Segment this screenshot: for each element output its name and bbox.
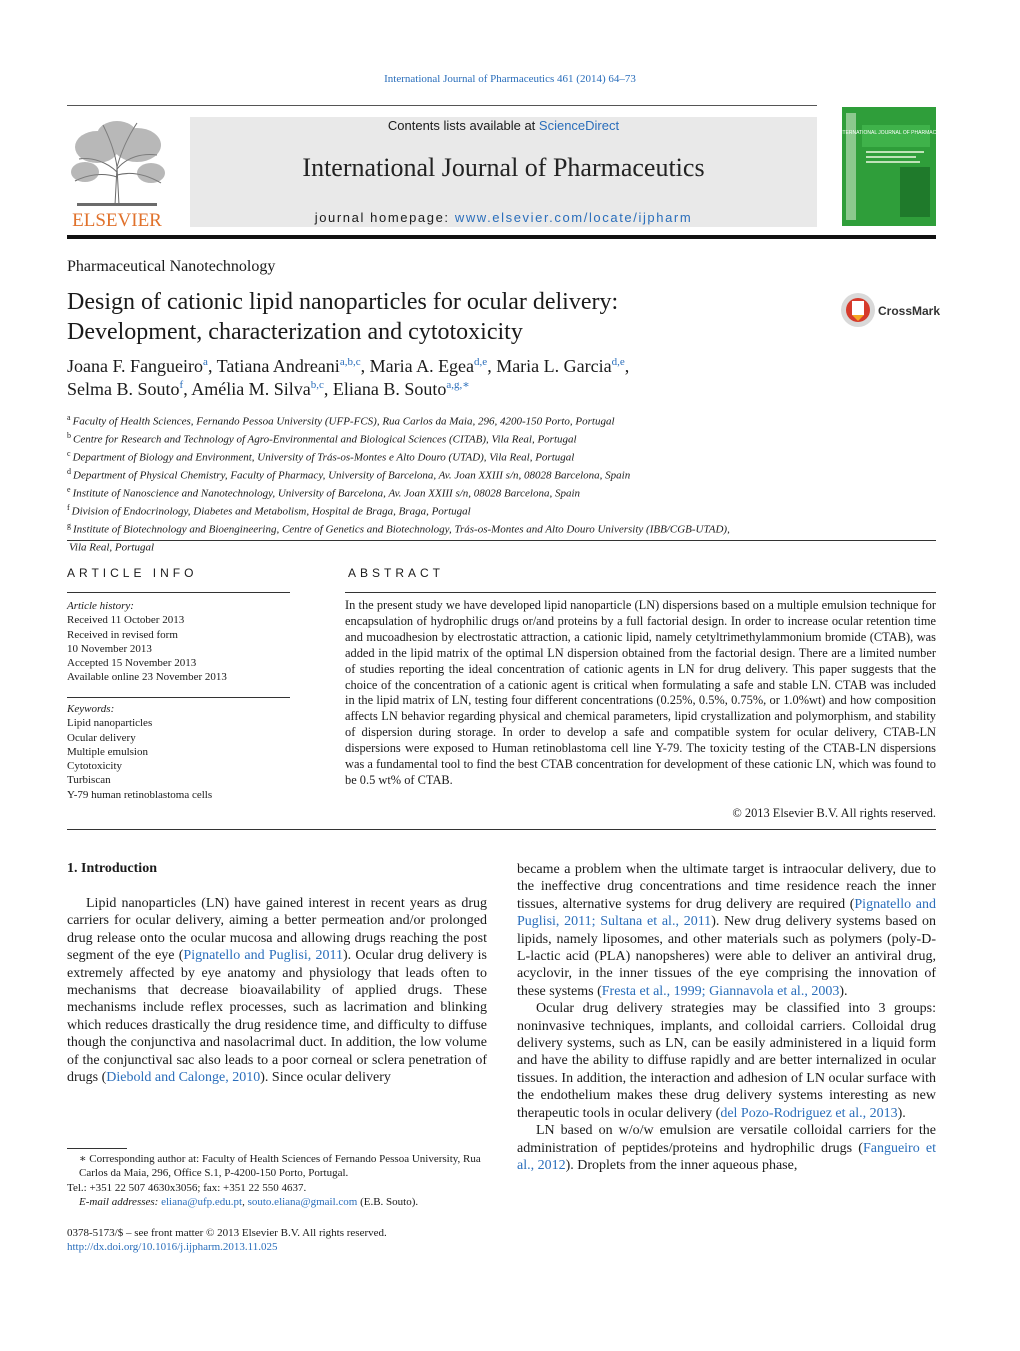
- section-label: Pharmaceutical Nanotechnology: [67, 258, 276, 275]
- keyword-item: Lipid nanoparticles: [67, 717, 153, 730]
- footnote-emails: [67, 1195, 487, 1209]
- keyword-item: Ocular delivery: [67, 731, 136, 744]
- history-label: Article history:: [67, 600, 134, 612]
- abstract-heading: ABSTRACT: [348, 566, 445, 580]
- footnote-line: ∗ Corresponding author at: Faculty of Health Sciences of Fernando Pessoa University, Rua Carlos da Maia, 296, Office S.1, P-4200-150 Porto, Portugal.: [79, 1153, 481, 1180]
- journal-reference-link[interactable]: International Journal of Pharmaceutics 461 (2014) 64–73: [384, 73, 636, 85]
- footnote-line: Tel.: +351 22 507 4630x3056; fax: +351 22 550 4637.: [67, 1181, 307, 1194]
- history-item: Received 11 October 2013: [67, 614, 185, 627]
- author-affiliation-marker[interactable]: b,c: [310, 379, 324, 391]
- author-affiliation-marker[interactable]: a,g,∗: [446, 379, 470, 391]
- body-text: LN based on w/o/w emulsion are versatile colloidal carriers for the administration of peptides/proteins and hydrophilic drugs (: [517, 1123, 936, 1156]
- body-text: ). Ocular drug delivery is extremely affected by eye anatomy and physiology that leads often to mechanisms that decrease bioavailability of applied drugs. These mechanisms include reflex processes, such as lacrimation and blinking which reduces drastically the drug residence time, and difficulty to diffuse though the conjunctiva and nasolacrimal duct. In addition, the low volume of the conjunctival sac also leads to a poor corneal or sclera penetration of drugs (: [67, 948, 488, 1086]
- affiliation-text: Department of Physical Chemistry, Faculty of Pharmacy, University of Barcelona, Av. Joan XXIII s/n, 08028 Barcelona, Spain: [73, 469, 631, 482]
- history-item: 10 November 2013: [67, 642, 152, 655]
- abstract-divider: [345, 592, 936, 593]
- citation-link[interactable]: Fresta et al., 1999; Giannavola et al., 2003: [601, 983, 840, 999]
- affiliation-label: a: [67, 413, 71, 422]
- elsevier-logo: [67, 117, 167, 229]
- header-divider: [67, 105, 817, 106]
- affiliation-text: Faculty of Health Sciences, Fernando Pessoa University (UFP-FCS), Rua Carlos da Maia, 296, 4200-150 Porto, Portugal: [72, 415, 615, 428]
- paper-title-line-2: Development, characterization and cytotoxicity: [67, 319, 523, 345]
- author-name: Maria A. Egea: [369, 356, 475, 376]
- author-list: [67, 355, 867, 401]
- author-name: Maria L. Garcia: [496, 356, 612, 376]
- affiliation-label: g: [67, 520, 71, 530]
- body-text: ). Droplets from the inner aqueous phase,: [565, 1157, 798, 1173]
- article-info-divider: [67, 592, 290, 593]
- affiliation-item: [67, 501, 867, 519]
- header-thick-rule: [67, 235, 936, 239]
- author-affiliation-marker[interactable]: d,e: [474, 356, 488, 368]
- author-affiliation-marker[interactable]: a: [203, 356, 208, 368]
- author-separator: ,: [207, 356, 217, 376]
- body-column-left: [67, 895, 487, 1086]
- keyword-item: Cytotoxicity: [67, 760, 122, 773]
- affiliation-label: e: [67, 484, 71, 494]
- body-text: ). Since ocular delivery: [260, 1070, 391, 1086]
- affiliation-text: Division of Endocrinology, Diabetes and Metabolism, Hospital de Braga, Braga, Portugal: [71, 505, 471, 518]
- affiliation-label: c: [67, 448, 71, 458]
- affiliation-item: [67, 429, 867, 447]
- author-separator: ,: [323, 379, 333, 399]
- email-separator: ,: [242, 1195, 248, 1208]
- email-link[interactable]: eliana@ufp.edu.pt: [161, 1195, 243, 1208]
- body-text: ).: [839, 983, 848, 999]
- homepage-prefix: journal homepage:: [314, 210, 455, 225]
- front-matter: [67, 1226, 487, 1255]
- citation-link[interactable]: Pignatello and Puglisi, 2011; Sultana et al., 2011: [517, 896, 936, 930]
- author-separator: ,: [183, 379, 192, 399]
- body-text: Ocular drug delivery strategies may be classified into 3 groups: noninvasive techniques, implants, and colloidal carriers. Colloidal drug delivery systems, such as LN, can be easily administered in a liquid form and have the ability to diffuse rapidly and are better internalized in ocular tissues. In addition, the interaction and adhesion of LN ocular surface with the endothelium makes these drug delivery systems interesting as new therapeutic tools in ocular delivery (: [517, 1001, 936, 1121]
- affiliation-label: b: [67, 430, 71, 440]
- affiliation-text: Vila Real, Portugal: [69, 541, 155, 554]
- affiliation-text: Institute of Nanoscience and Nanotechnology, University of Barcelona, Av. Joan XXIII s/n, 08028 Barcelona, Spain: [72, 487, 580, 500]
- citation-link[interactable]: del Pozo-Rodriguez et al., 2013: [720, 1105, 898, 1121]
- affiliation-item: [67, 465, 867, 483]
- author-name: Selma B. Souto: [67, 379, 180, 399]
- author-name: Eliana B. Souto: [332, 379, 447, 399]
- author-affiliation-marker[interactable]: a,b,c: [339, 356, 361, 368]
- body-paragraph: [517, 1000, 936, 1122]
- history-item: Accepted 15 November 2013: [67, 657, 197, 670]
- citation-link[interactable]: Pignatello and Puglisi, 2011: [183, 948, 343, 964]
- issn-line: 0378-5173/$ – see front matter © 2013 Elsevier B.V. All rights reserved.: [67, 1227, 387, 1239]
- body-paragraph: [517, 1122, 936, 1174]
- keyword-item: Turbiscan: [67, 774, 111, 787]
- author-affiliation-marker[interactable]: f: [179, 379, 184, 391]
- affiliation-item: [67, 411, 867, 429]
- author-name: Tatiana Andreani: [216, 356, 340, 376]
- keywords-list: [67, 702, 290, 802]
- body-text: became a problem when the ultimate target is intraocular delivery, due to the ineffective drug concentrations and time residence reach the inner tissues, alternative systems for drug delivery are required (: [517, 862, 936, 912]
- contents-prefix: Contents lists available at: [387, 118, 539, 133]
- citation-link[interactable]: Diebold and Calonge, 2010: [106, 1070, 261, 1086]
- author-separator: ,: [360, 356, 370, 376]
- email-label: E-mail addresses:: [79, 1195, 162, 1208]
- body-paragraph: [67, 895, 487, 1086]
- affiliation-item: [67, 519, 867, 537]
- email-suffix: (E.B. Souto).: [357, 1195, 419, 1208]
- cover-title: INTERNATIONAL JOURNAL OF PHARMACEUTICS: [837, 130, 955, 136]
- author-affiliation-marker[interactable]: d,e: [611, 356, 625, 368]
- affiliation-label: d: [67, 466, 71, 476]
- journal-title: International Journal of Pharmaceutics: [302, 153, 705, 182]
- keyword-item: Y-79 human retinoblastoma cells: [67, 788, 213, 801]
- body-paragraph: [517, 861, 936, 1000]
- body-text: ).: [897, 1105, 906, 1121]
- crossmark-label: CrossMark: [878, 304, 941, 318]
- body-text: ). New drug delivery systems based on lipids, namely liposomes, and other materials such as polymers (poly-D-L-lactic acid (PLA) nanopsheres) were able to deliver an antiviral drug, acyclovir, in the inner tissues of the eye comprising the innovation of these systems (: [517, 914, 936, 999]
- email-link[interactable]: souto.eliana@gmail.com: [247, 1195, 358, 1208]
- keyword-item: Multiple emulsion: [67, 745, 148, 758]
- keywords-divider: [67, 697, 290, 698]
- journal-cover-thumbnail: [837, 107, 955, 226]
- author-name: Joana F. Fangueiro: [67, 356, 204, 376]
- keywords-label: Keywords:: [67, 703, 115, 715]
- paper-title-line-1: Design of cationic lipid nanoparticles for ocular delivery:: [67, 289, 619, 315]
- article-info-heading: ARTICLE INFO: [67, 566, 198, 580]
- author-separator: ,: [624, 356, 630, 376]
- author-separator: ,: [487, 356, 497, 376]
- affiliation-text: Institute of Biotechnology and Bioengineering, Centre of Genetics and Biotechnology, Trás-os-Montes and Alto Douro University (IBB/CGB-UTAD),: [73, 523, 730, 536]
- doi-link[interactable]: http://dx.doi.org/10.1016/j.ijpharm.2013.11.025: [67, 1241, 278, 1254]
- crossmark-badge[interactable]: [840, 291, 940, 331]
- affiliation-text: Department of Biology and Environment, University of Trás-os-Montes e Alto Douro (UTAD), Vila Real, Portugal: [72, 451, 575, 464]
- footnote-divider: [67, 1148, 127, 1149]
- abstract-bottom-divider: [67, 829, 936, 830]
- body-text: Lipid nanoparticles (LN) have gained interest in recent years as drug carriers for ocular delivery, aiming a better permeation and/or prolonged drug release onto the ocular mucosa and allowing drugs reaching the post segment of the eye (: [67, 896, 487, 964]
- elsevier-tree-icon: [67, 117, 167, 229]
- history-item: Available online 23 November 2013: [67, 671, 227, 684]
- corresponding-author-footnote: [67, 1152, 487, 1209]
- affiliation-divider: [67, 540, 936, 541]
- copyright-notice: © 2013 Elsevier B.V. All rights reserved.: [732, 806, 936, 820]
- article-history: [67, 599, 290, 685]
- introduction-heading: 1. Introduction: [67, 861, 157, 876]
- elsevier-wordmark: ELSEVIER: [72, 210, 162, 231]
- affiliation-item: [67, 483, 867, 501]
- affiliation-list: [67, 411, 867, 555]
- history-item: Received in revised form: [67, 628, 178, 641]
- citation-link[interactable]: Fangueiro et al., 2012: [517, 1140, 937, 1173]
- body-column-right: [517, 861, 936, 1174]
- sciencedirect-link[interactable]: ScienceDirect: [538, 118, 620, 133]
- contents-line: [190, 118, 817, 133]
- author-name: Amélia M. Silva: [191, 379, 311, 399]
- abstract-text: In the present study we have developed lipid nanoparticle (LN) dispersions based on a multiple emulsion technique for encapsulation of hydrophilic drugs or/and proteins by a full factorial design. In order to increase ocular retention time and mucoadhesion by electrostatic attraction, a cationic lipid, namely cetyltrimethylammonium bromide (CTAB), was added in the lipid matrix of the optimal LN dispersion obtained from the factorial design. There are a limited number of studies reporting the ideal concentration of cationic agents in LN for drug delivery. This paper suggests that the choice of the concentration of a cationic agent is critical when formulating a safe and stable LN. CTAB was included in the lipid matrix of LN, testing four different concentrations (0.25%, 0.5%, 0.75%, or 1.0%wt) and how composition affects LN behavior regarding physical and chemical parameters, lipid crystallization and polymorphism, and stability of dispersion during storage. In order to develop a safe and compatible system for ocular delivery, CTAB-LN dispersions were exposed to Human retinoblastoma cell line Y-79. The toxicity testing of the CTAB-LN dispersions was a fundamental tool to find the best CTAB concentration for development of these cationic LN, which was found to be 0.5 wt% of CTAB.: [345, 598, 936, 787]
- homepage-link[interactable]: www.elsevier.com/locate/ijpharm: [454, 210, 693, 225]
- paper-title: [67, 287, 767, 347]
- journal-homepage: [190, 210, 817, 225]
- affiliation-item: [67, 447, 867, 465]
- affiliation-label: f: [67, 502, 70, 512]
- affiliation-text: Centre for Research and Technology of Agro-Environmental and Biological Sciences (CITAB), Vila Real, Portugal: [73, 433, 577, 446]
